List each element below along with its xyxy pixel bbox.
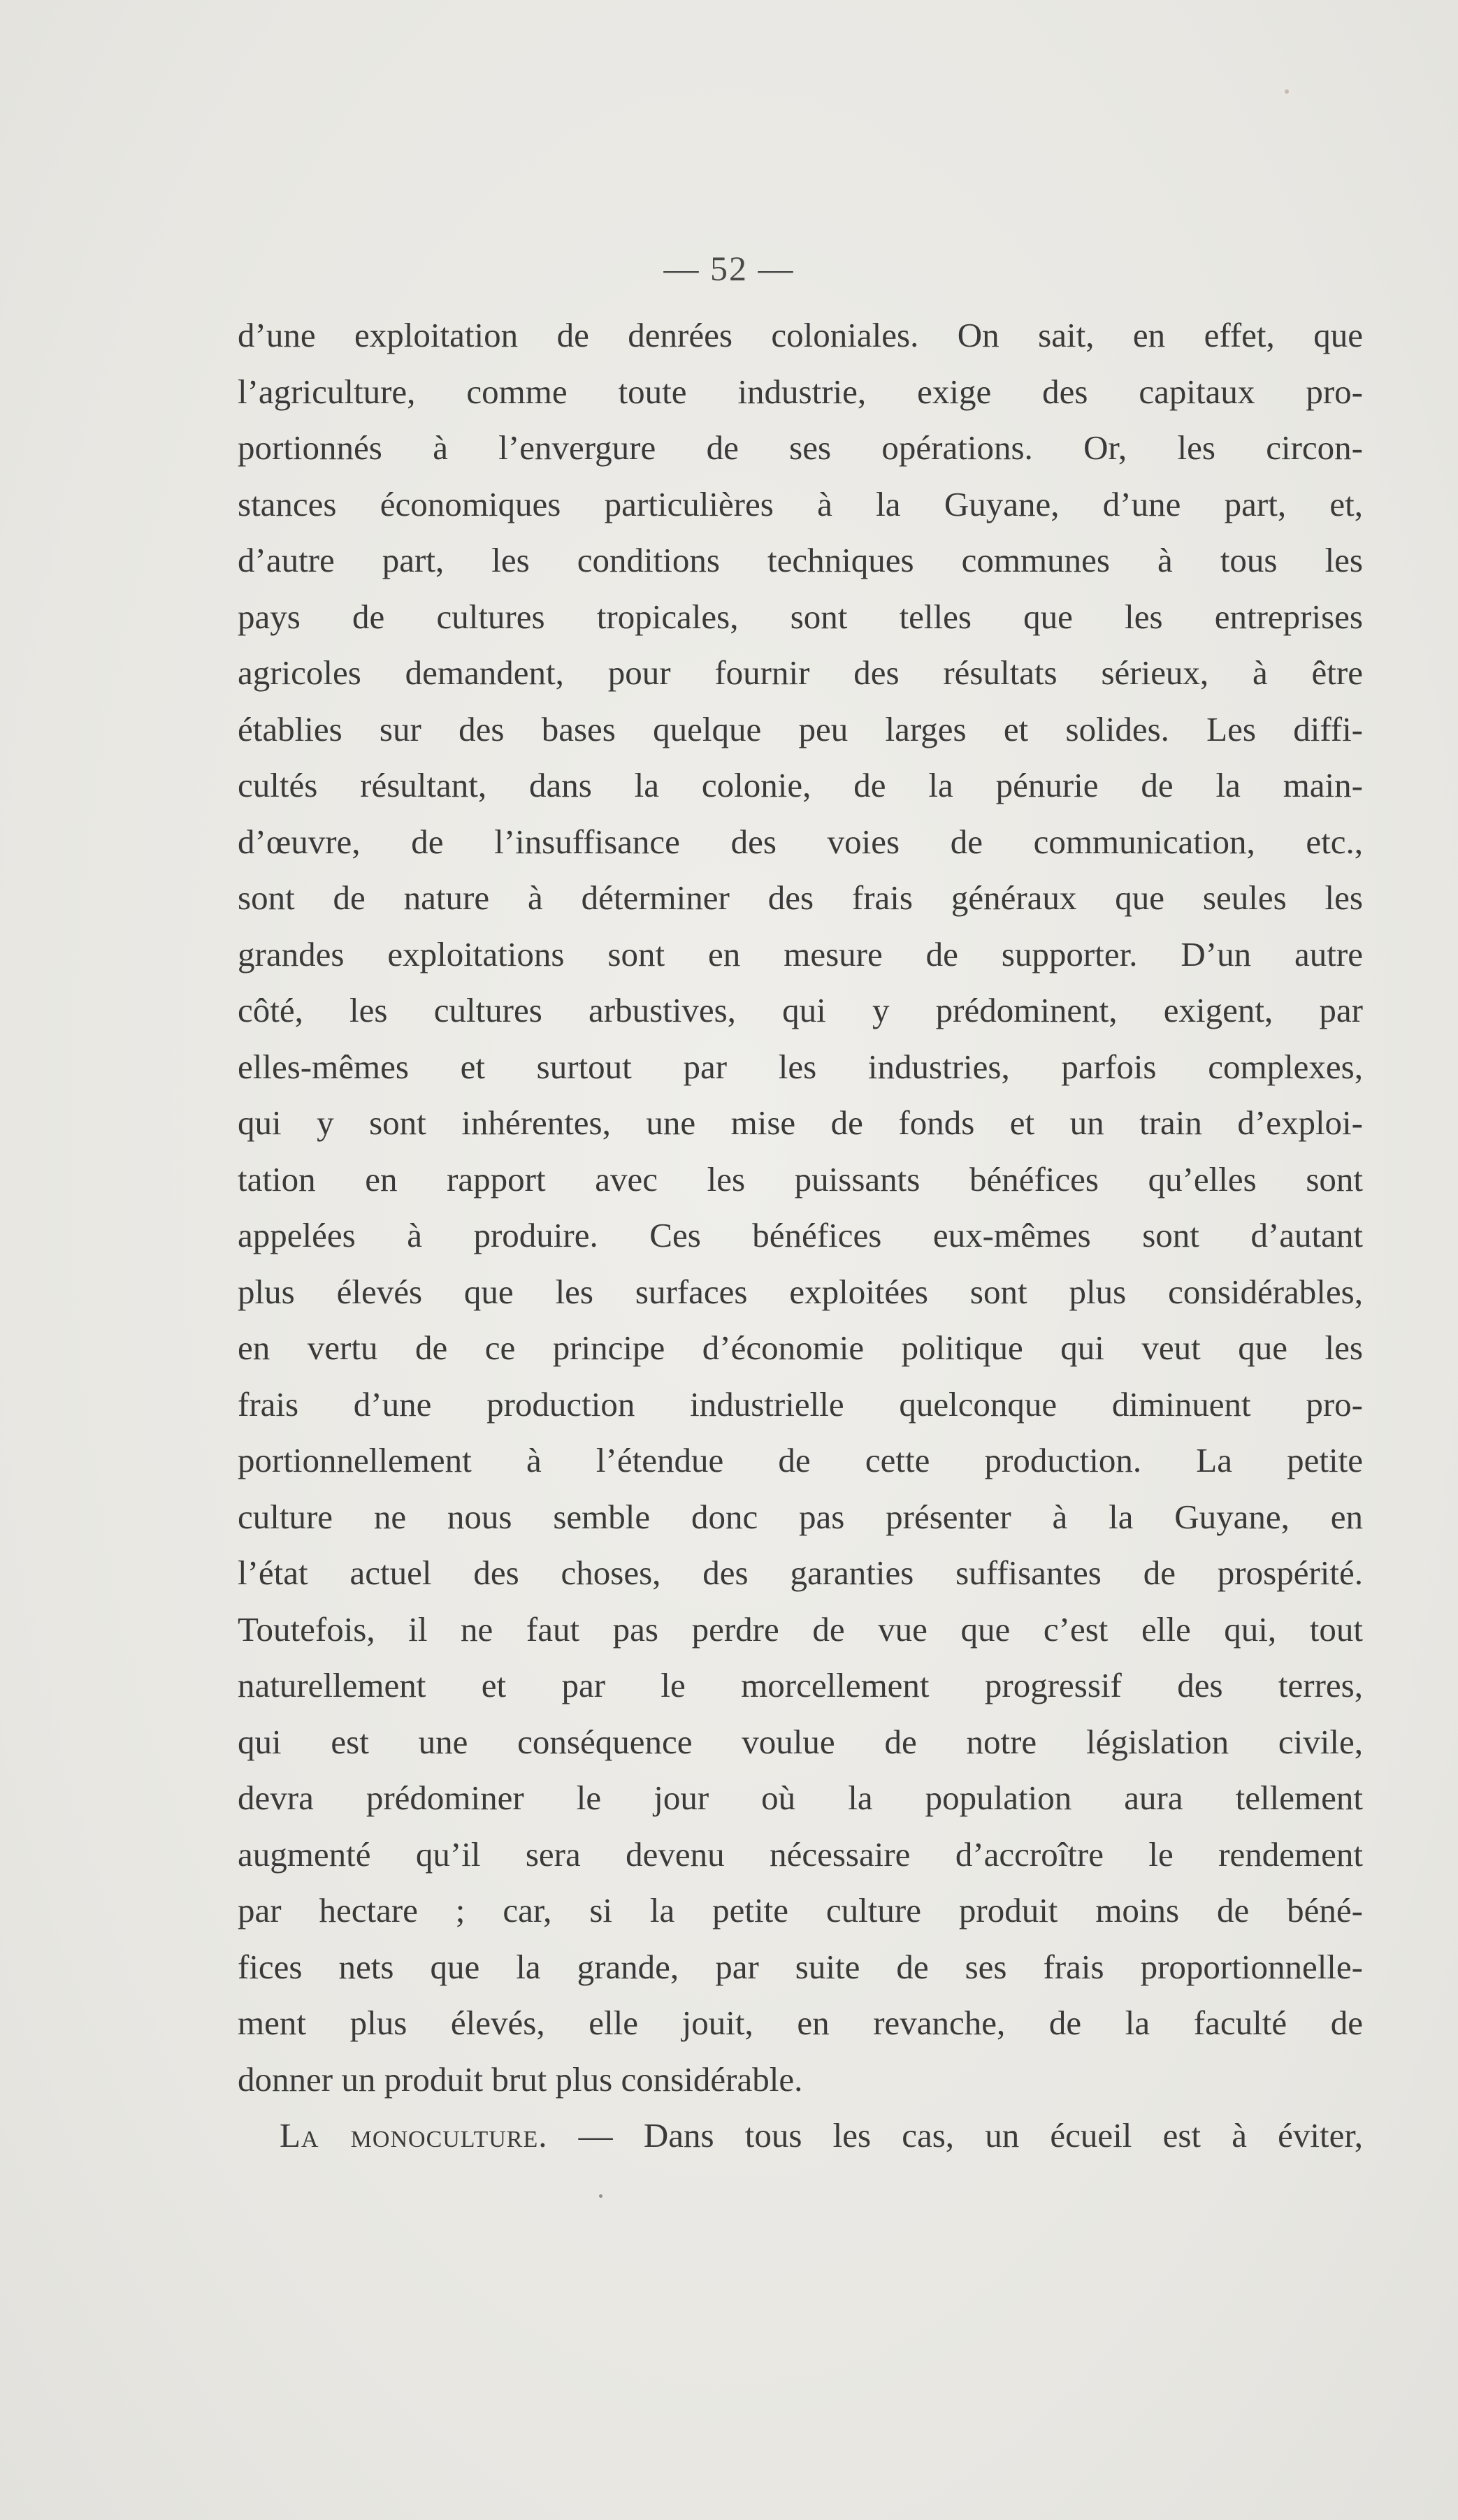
text-line: d’autre part, les conditions techniques communes à tous les: [238, 541, 1363, 579]
text-line: l’agriculture, comme toute industrie, exige des capitaux pro-: [238, 372, 1363, 411]
text-line: Toutefois, il ne faut pas perdre de vue que c’est elle qui, tout: [238, 1609, 1363, 1649]
text-line: donner un produit brut plus considérable.: [238, 2059, 803, 2099]
text-line: l’état actuel des choses, des garanties suffisantes de prospérité.: [238, 1554, 1363, 1592]
text-line: naturellement et par le morcellement progressif des terres,: [238, 1666, 1363, 1704]
text-line: elles-mêmes et surtout par les industries, parfois complexes,: [238, 1047, 1363, 1086]
text-line: sont de nature à déterminer des frais généraux que seules les: [238, 878, 1363, 917]
text-line: devra prédominer le jour où la population aura tellement: [238, 1779, 1363, 1817]
section-line: [238, 2108, 1363, 2164]
text-line: plus élevés que les surfaces exploitées sont plus considérables,: [238, 1272, 1363, 1311]
text-line: stances économiques particulières à la Guyane, d’une part, et,: [238, 484, 1363, 523]
text-line: culture ne nous semble donc pas présenter à la Guyane, en: [238, 1497, 1363, 1536]
text-line: grandes exploitations sont en mesure de supporter. D’un autre: [238, 934, 1363, 973]
text-line: d’une exploitation de denrées coloniales. On sait, en effet, que: [238, 316, 1363, 354]
text-line: agricoles demandent, pour fournir des résultats sérieux, à être: [238, 653, 1363, 692]
text-line: par hectare ; car, si la petite culture produit moins de béné-: [238, 1891, 1363, 1929]
section-heading: La monoculture.: [280, 2116, 548, 2155]
page-number: — 52 —: [663, 249, 795, 288]
text-line: tation en rapport avec les puissants bénéfices qu’elles sont: [238, 1159, 1363, 1199]
text-line: pays de cultures tropicales, sont telles que les entreprises: [238, 597, 1363, 636]
text-line: frais d’une production industrielle quelconque diminuent pro-: [238, 1384, 1363, 1424]
text-line: augmenté qu’il sera devenu nécessaire d’accroître le rendement: [238, 1834, 1363, 1874]
text-line: portionnés à l’envergure de ses opérations. Or, les circon-: [238, 428, 1363, 467]
text-line: côté, les cultures arbustives, qui y prédominent, exigent, par: [238, 991, 1363, 1029]
text-line: en vertu de ce principe d’économie politique qui veut que les: [238, 1328, 1363, 1367]
text-line: qui est une conséquence voulue de notre législation civile,: [238, 1722, 1363, 1761]
text-line: d’œuvre, de l’insuffisance des voies de communication, etc.,: [238, 822, 1363, 861]
text-line: qui y sont inhérentes, une mise de fonds et un train d’exploi-: [238, 1103, 1363, 1142]
text-line: fices nets que la grande, par suite de ses frais proportionnelle-: [238, 1947, 1363, 1986]
text-line: ment plus élevés, elle jouit, en revanche, de la faculté de: [238, 2004, 1363, 2042]
text-line: établies sur des bases quelque peu larges et solides. Les diffi-: [238, 709, 1363, 748]
body-text: [238, 307, 1363, 2164]
text-line: cultés résultant, dans la colonie, de la pénurie de la main-: [238, 766, 1363, 804]
paper-speck: [599, 2194, 602, 2198]
section-text: — Dans tous les cas, un écueil est à éviter,: [547, 2116, 1363, 2155]
paper-speck: [1285, 89, 1289, 94]
text-line: appelées à produire. Ces bénéfices eux-mêmes sont d’autant: [238, 1216, 1363, 1254]
text-line: portionnellement à l’étendue de cette production. La petite: [238, 1441, 1363, 1479]
